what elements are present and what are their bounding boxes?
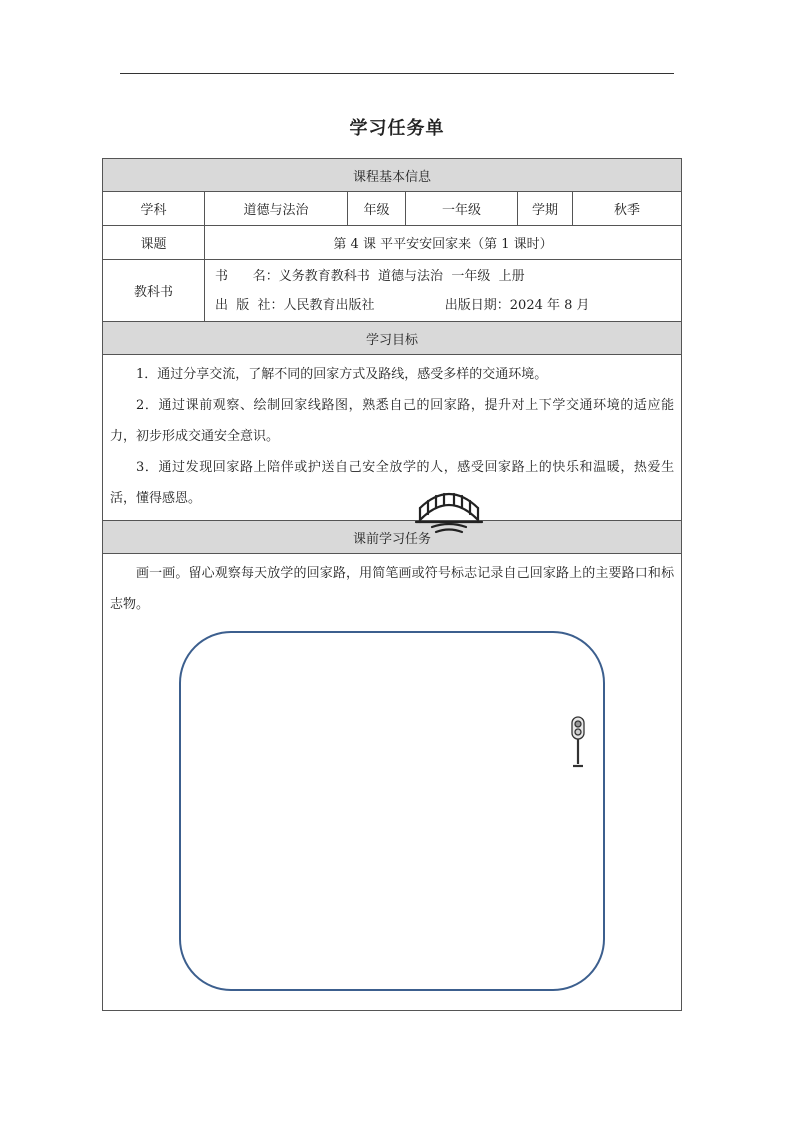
- subject-label: 学科: [103, 192, 205, 226]
- page-title: 学习任务单: [349, 118, 445, 139]
- textbook-info: [205, 260, 682, 322]
- task-sheet-table: [102, 158, 682, 1011]
- basic-info-header: 课程基本信息: [103, 159, 682, 192]
- grade-label: 年级: [348, 192, 406, 226]
- textbook-name-line: 书 名：义务教育教科书 道德与法治 一年级 上册: [215, 268, 525, 284]
- bridge-icon: [414, 488, 484, 538]
- topic-value: 第 4 课 平平安安回家来（第 1 课时）: [205, 226, 682, 260]
- textbook-label: 教科书: [103, 260, 205, 322]
- task-instruction: 画一画。留心观察每天放学的回家路，用简笔画或符号标志记录自己回家路上的主要路口和标志物。: [110, 566, 675, 612]
- term-value: 秋季: [573, 192, 682, 226]
- goals-header: 学习目标: [103, 322, 682, 355]
- textbook-publisher-line: 出 版 社：人民教育出版社 出版日期：2024 年 8 月: [215, 297, 590, 313]
- subject-value: 道德与法治: [205, 192, 348, 226]
- grade-value: 一年级: [406, 192, 518, 226]
- goal-item-3: 3．通过发现回家路上陪伴或护送自己安全放学的人，感受回家路上的快乐和温暖，热爱生活，懂得感恩。: [110, 460, 675, 506]
- header-rule: [120, 73, 674, 74]
- pre-class-task-cell: [103, 554, 682, 1011]
- term-label: 学期: [518, 192, 573, 226]
- traffic-light-icon: [568, 716, 588, 770]
- drawing-area[interactable]: [179, 631, 605, 991]
- pre-class-header: 课前学习任务: [103, 521, 682, 554]
- topic-label: 课题: [103, 226, 205, 260]
- goal-item-2: 2．通过课前观察、绘制回家线路图，熟悉自己的回家路，提升对上下学交通环境的适应能力，初步形成交通安全意识。: [110, 398, 675, 444]
- goals-content: [103, 355, 682, 521]
- goal-item-1: 1．通过分享交流，了解不同的回家方式及路线，感受多样的交通环境。: [136, 367, 548, 382]
